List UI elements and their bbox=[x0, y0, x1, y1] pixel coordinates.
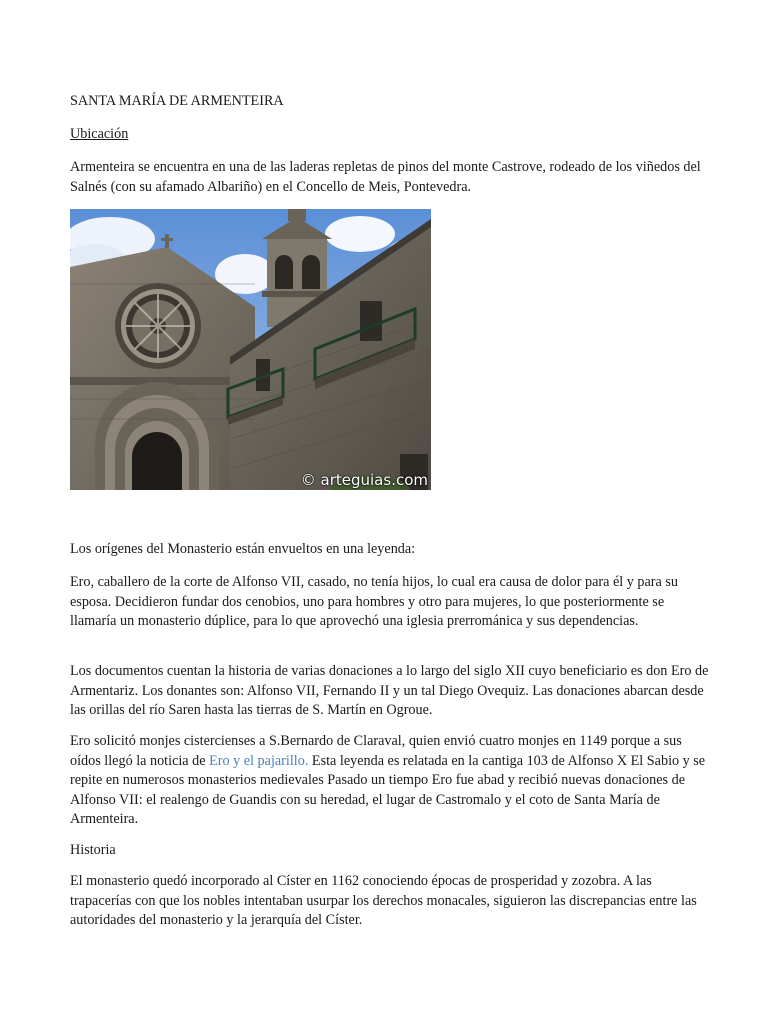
photo-watermark: © arteguias.com bbox=[300, 471, 428, 489]
ero-y-el-pajarillo-link[interactable]: Ero y el pajarillo. bbox=[209, 752, 309, 769]
documents-paragraph: Los documentos cuentan la historia de varias donaciones a lo largo del siglo XII cuyo beneficiario es don Ero de Armentariz. Los donantes son: Alfonso VII, Fernando II y un tal Diego Ovequiz. Las donaciones abarcan desde las orillas del río Saren hasta las tierras de S. Martín en Ogroue. bbox=[70, 663, 709, 718]
legend-paragraph: Ero, caballero de la corte de Alfonso VII, casado, no tenía hijos, lo cual era causa de dolor para él y para su esposa. Decidieron fundar dos cenobios, uno para hombres y otro para mujeres, lo que posteriormente se llamaría un monasterio dúplice, para lo que aprovechó una iglesia prerrománica y sus dependencias. bbox=[70, 574, 678, 629]
monks-paragraph bbox=[70, 732, 710, 830]
location-paragraph: Armenteira se encuentra en una de las laderas repletas de pinos del monte Castrove, rodeado de los viñedos del Salnés (con su afamado Albariño) en el Concello de Meis, Pontevedra. bbox=[70, 159, 701, 195]
origins-intro: Los orígenes del Monasterio están envueltos en una leyenda: bbox=[70, 541, 416, 557]
monks-text-after: Esta leyenda es relatada en la cantiga 103 de Alfonso X El Sabio y se repite en numerosos monasterios medievales Pasado un tiempo Ero fue abad y recibió nuevas donaciones de Alfonso VII: el realengo de Guandis con su heredad, el lugar de Castromalo y el coto de Santa María de Armenteira. bbox=[70, 752, 706, 827]
section-heading-ubicacion: Ubicación bbox=[70, 126, 129, 142]
section-heading-historia: Historia bbox=[70, 842, 116, 858]
monks-text-before: Ero solicitó monjes cistercienses a S.Bernardo de Claraval, quien envió cuatro monjes en 1149 porque a sus oídos llegó la noticia de bbox=[70, 733, 682, 769]
monastery-photo bbox=[70, 209, 431, 490]
document-title: SANTA MARÍA DE ARMENTEIRA bbox=[70, 93, 284, 109]
history-paragraph: El monasterio quedó incorporado al Císter en 1162 conociendo épocas de prosperidad y zozobra. A las trapacerías con que los nobles intentaban usurpar los derechos monacales, siguieron las discrepancias entre las autoridades del monasterio y la jerarquía del Císter. bbox=[70, 873, 697, 928]
